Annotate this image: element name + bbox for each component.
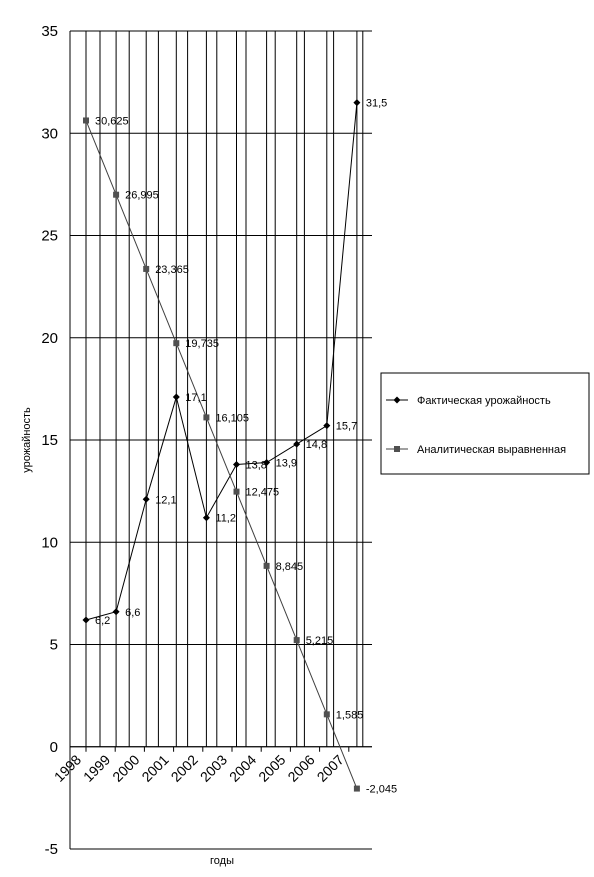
legend-series-2-label: Аналитическая выравненная (417, 444, 567, 456)
legend-series-1-label: Фактическая урожайность (417, 395, 551, 407)
data-label: 6,6 (125, 606, 141, 619)
data-label: 12,475 (245, 486, 280, 499)
x-axis-title: годы (210, 855, 234, 867)
data-label: 19,735 (185, 338, 219, 351)
data-label: 16,105 (215, 412, 250, 425)
x-tick-label: 2002 (167, 751, 201, 785)
x-tick-label: 2001 (138, 751, 172, 785)
data-point-square (173, 340, 179, 346)
x-tick-label: 1998 (50, 751, 85, 785)
data-label: 31,5 (365, 97, 388, 110)
data-point-square (234, 489, 240, 495)
x-tick-label: 2003 (196, 751, 231, 785)
legend-box (381, 373, 589, 474)
y-tick-label: 10 (41, 534, 58, 552)
data-point-diamond (173, 394, 180, 401)
data-label: 8,845 (275, 560, 304, 573)
x-tick-label: 2000 (109, 751, 143, 785)
data-point-diamond (323, 422, 330, 429)
data-point-square (294, 637, 300, 643)
x-tick-label: 2007 (313, 751, 347, 785)
data-point-square (264, 563, 270, 569)
data-label: 1,585 (335, 709, 364, 722)
y-tick-label: 25 (41, 227, 58, 245)
data-label: 5,215 (305, 635, 334, 648)
y-tick-label: 35 (41, 23, 58, 40)
data-point-diamond (293, 441, 300, 448)
legend-series-2-marker (394, 446, 400, 452)
data-label: -2,045 (365, 783, 398, 796)
data-point-diamond (83, 616, 90, 623)
data-point-diamond (113, 608, 120, 615)
y-tick-label: 0 (49, 738, 58, 756)
legend (381, 373, 589, 474)
x-tick-labels (51, 751, 347, 784)
x-tick-marks (86, 747, 349, 752)
data-label: 6,2 (95, 614, 111, 627)
data-point-square (324, 711, 330, 717)
x-tick-label: 1999 (79, 751, 114, 785)
y-tick-labels (41, 23, 58, 858)
data-point-diamond (233, 461, 240, 468)
y-tick-label: 5 (49, 636, 58, 654)
data-label: 17,1 (185, 392, 207, 405)
data-label: 13,9 (275, 457, 298, 470)
data-point-square (83, 117, 89, 123)
data-label: 11,2 (215, 512, 236, 525)
x-tick-label: 2004 (225, 751, 260, 785)
data-point-square (143, 266, 149, 272)
data-point-square (113, 192, 119, 198)
data-label: 14,8 (305, 439, 328, 452)
data-label: 13,8 (245, 459, 267, 472)
y-tick-label: -5 (44, 841, 58, 858)
x-tick-label: 2005 (255, 751, 289, 785)
x-tick-label: 2006 (284, 751, 318, 785)
y-tick-label: 30 (41, 125, 58, 143)
data-point-diamond (353, 99, 360, 106)
data-label: 26,995 (125, 189, 159, 202)
data-point-diamond (143, 496, 150, 503)
data-label: 12,1 (155, 494, 177, 507)
y-tick-label: 20 (41, 329, 58, 347)
series-line-2 (86, 120, 357, 788)
data-label: 15,7 (335, 420, 358, 433)
data-label: 23,365 (155, 263, 189, 276)
y-tick-label: 15 (41, 432, 58, 449)
data-point-square (203, 414, 209, 420)
data-label: 30,625 (95, 115, 129, 128)
y-axis-title: урожайность (21, 407, 33, 473)
data-point-diamond (203, 514, 210, 521)
data-point-square (354, 786, 360, 792)
